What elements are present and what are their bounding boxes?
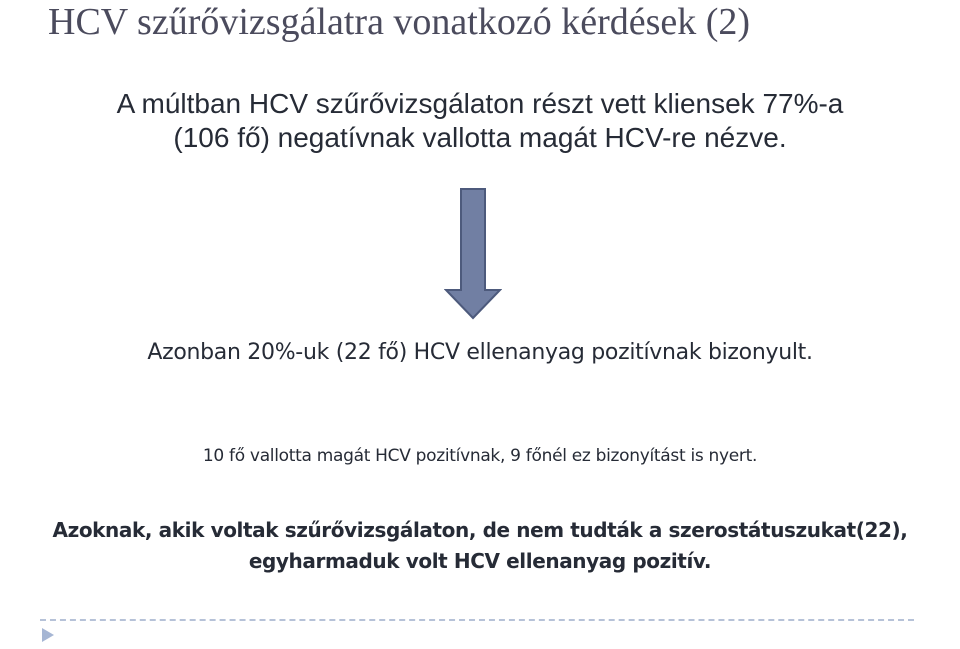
slide-title: HCV szűrővizsgálatra vonatkozó kérdések (2) bbox=[48, 1, 751, 43]
bullet-shape bbox=[42, 628, 54, 642]
detail-text: 10 fő vallotta magát HCV pozitívnak, 9 főnél ez bizonyítást is nyert. bbox=[202, 446, 758, 466]
arrow-shape bbox=[446, 189, 500, 318]
arrow-down-icon bbox=[444, 188, 502, 320]
footer-divider bbox=[40, 619, 914, 621]
intro-line-1: A múltban HCV szűrővizsgálaton részt vett kliensek 77%-a bbox=[116, 88, 844, 119]
result-text: Azonban 20%-uk (22 fő) HCV ellenanyag pozitívnak bizonyult. bbox=[147, 340, 813, 365]
conclusion-line-2: egyharmaduk volt HCV ellenanyag pozitív. bbox=[248, 549, 712, 573]
intro-line-2: (106 fő) negatívnak vallotta magát HCV-re nézve. bbox=[173, 122, 787, 153]
triangle-bullet-icon bbox=[41, 627, 55, 643]
conclusion-line-1: Azoknak, akik voltak szűrővizsgálaton, de nem tudták a szerostátuszukat(22), bbox=[52, 518, 908, 542]
intro-text bbox=[0, 87, 960, 155]
conclusion-text bbox=[0, 515, 960, 577]
